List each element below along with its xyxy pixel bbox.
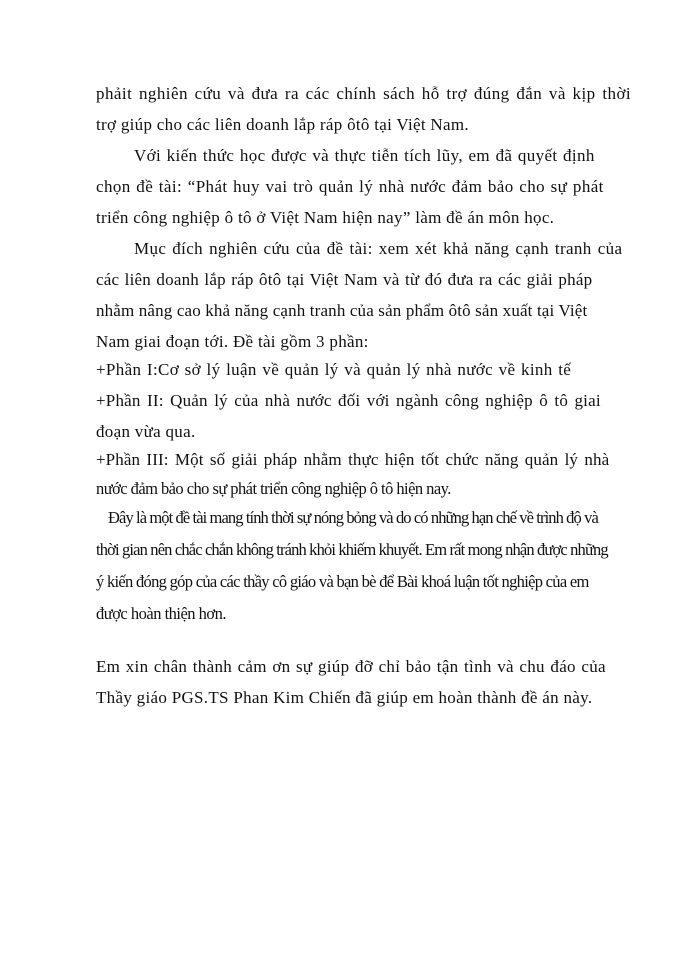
paragraph-line: phảit nghiên cứu và đưa ra các chính sách hỗ trợ đúng đắn và kịp thời [96, 84, 632, 103]
paragraph-line: Mục đích nghiên cứu của đề tài: xem xét khả năng cạnh tranh của [134, 239, 623, 258]
paragraph-line: trợ giúp cho các liên doanh lắp ráp ôtô tại Việt Nam. [96, 115, 469, 134]
paragraph-line: ý kiến đóng góp của các thầy cô giáo và bạn bè để Bài khoá luận tốt nghiệp của em [96, 572, 589, 591]
list-item-part-2: +Phần II: Quản lý của nhà nước đối với ngành công nghiệp ô tô giai [96, 391, 601, 410]
paragraph-line: chọn đề tài: “Phát huy vai trò quản lý nhà nước đảm bảo cho sự phát [96, 177, 604, 196]
paragraph-line: nhằm nâng cao khả năng cạnh tranh của sản phẩm ôtô sản xuất tại Việt [96, 301, 588, 320]
list-item-part-3: +Phần III: Một số giải pháp nhằm thực hiện tốt chức năng quản lý nhà [96, 450, 610, 469]
list-item-part-1: +Phần I:Cơ sở lý luận về quản lý và quản lý nhà nước về kinh tế [96, 360, 572, 379]
acknowledgement-line: Thầy giáo PGS.TS Phan Kim Chiến đã giúp em hoàn thành đề án này. [96, 688, 593, 707]
paragraph-line: các liên doanh lắp ráp ôtô tại Việt Nam và từ đó đưa ra các giải pháp [96, 270, 593, 289]
acknowledgement-line: Em xin chân thành cảm ơn sự giúp đỡ chỉ bảo tận tình và chu đáo của [96, 657, 606, 676]
paragraph-line: Đây là một đề tài mang tính thời sự nóng bỏng và do có những hạn chế về trình độ và [108, 508, 598, 527]
paragraph-line: đoạn vừa qua. [96, 422, 196, 441]
paragraph-line: Với kiến thức học được và thực tiễn tích lũy, em đã quyết định [134, 146, 595, 165]
paragraph-line: thời gian nên chắc chắn không tránh khỏi khiếm khuyết. Em rất mong nhận được những [96, 540, 608, 559]
paragraph-line: Nam giai đoạn tới. Đề tài gồm 3 phần: [96, 332, 369, 351]
paragraph-line: được hoàn thiện hơn. [96, 604, 227, 623]
paragraph-line: triển công nghiệp ô tô ở Việt Nam hiện nay” làm đề án môn học. [96, 208, 555, 227]
paragraph-line: nước đảm bảo cho sự phát triển công nghiệp ô tô hiện nay. [96, 479, 451, 498]
